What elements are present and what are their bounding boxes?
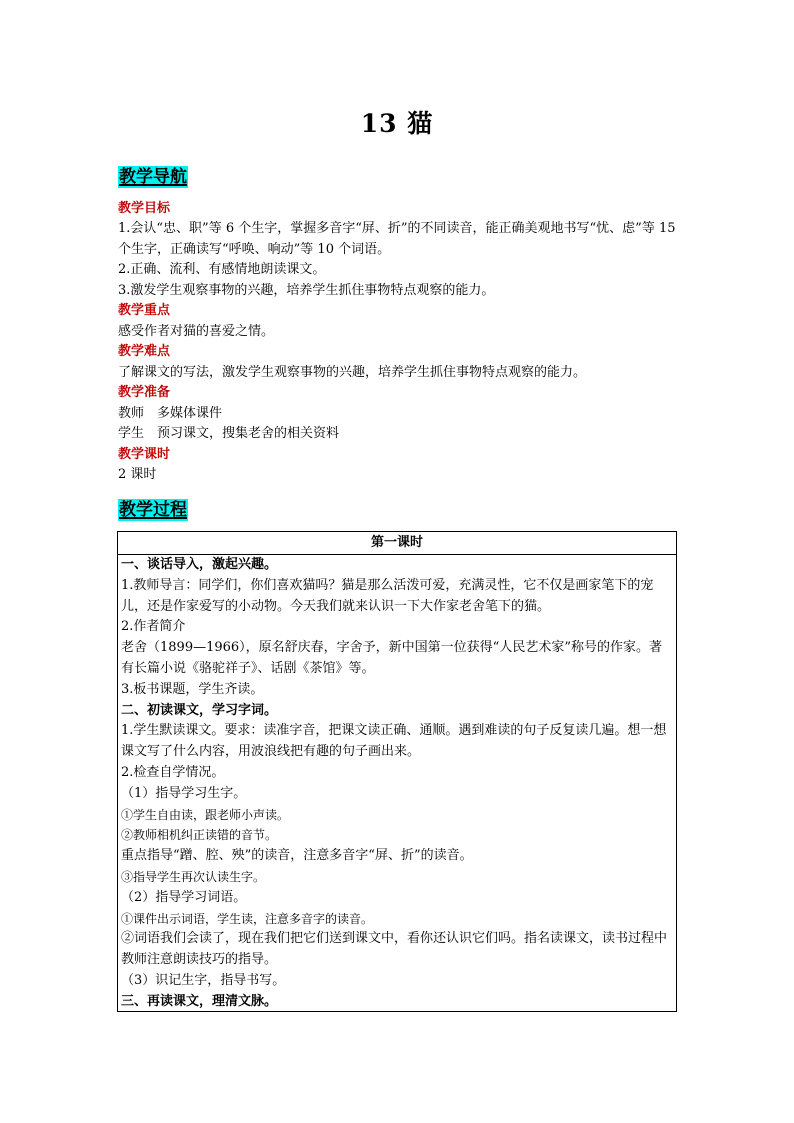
lesson-line: （2）指导学习词语。 [121, 889, 247, 905]
lesson-line: 2.检查自学情况。 [121, 764, 225, 780]
hours-label: 教学课时 [118, 446, 171, 462]
lesson-line: 老舍（1899—1966），原名舒庆春，字舍予，新中国第一位获得“人民艺术家”称号的作家。著有长篇小说《骆驼祥子》、话剧《茶馆》等。 [121, 640, 662, 676]
goal-3: 3.激发学生观察事物的兴趣，培养学生抓住事物特点观察的能力。 [118, 282, 495, 298]
process-heading-wrap [118, 499, 678, 523]
lesson-table [117, 531, 677, 1012]
page-title: 13 猫 [360, 109, 434, 138]
lesson-line: 二、初读课文，学习字词。 [121, 702, 278, 718]
lesson-line: 2.作者简介 [121, 619, 186, 635]
lesson-line: 一、谈话导入，激起兴趣。 [121, 557, 278, 572]
prep-student: 学生 预习课文，搜集老舍的相关资料 [118, 426, 340, 441]
lesson-line: ③指导学生再次认读生字。 [121, 869, 266, 884]
difficulty-label: 教学难点 [118, 344, 171, 359]
key-text: 感受作者对猫的喜爱之情。 [118, 323, 275, 339]
nav-heading: 教学导航 [119, 167, 187, 187]
lesson-line: ①课件出示词语，学生读，注意多音字的读音。 [121, 911, 374, 926]
difficulty-text: 了解课文的写法，激发学生观察事物的兴趣，培养学生抓住事物特点观察的能力。 [118, 364, 587, 380]
prep-label: 教学准备 [118, 385, 171, 400]
process-heading: 教学过程 [119, 500, 187, 520]
teaching-navigation-section [118, 166, 678, 486]
lesson-line: ②教师相机纠正读错的音节。 [121, 828, 278, 843]
lesson-line: 三、再读课文，理清文脉。 [121, 993, 278, 1009]
goal-2: 2.正确、流利、有感情地朗读课文。 [118, 262, 326, 277]
lesson-line: ②词语我们会读了，现在我们把它们送到课文中，看你还认识它们吗。指名读课文，读书过程中教师注意朗读技巧的指导。 [121, 931, 668, 968]
lesson-line: 1.教师导言：同学们，你们喜欢猫吗？猫是那么活泼可爱，充满灵性，它不仅是画家笔下的宠儿，还是作家爱写的小动物。今天我们就来认识一下大作家老舍笔下的猫。 [121, 577, 654, 614]
lesson-line: 1.学生默读课文。要求：读准字音，把课文读正确、通顺。遇到难读的句子反复读几遍。想一想课文写了什么内容，用波浪线把有趣的句子画出来。 [121, 723, 667, 760]
lesson-content [118, 555, 676, 1013]
lesson-title: 第一课时 [118, 532, 676, 555]
lesson-line: 重点指导“蹭、腔、殃”的读音，注意多音字“屏、折”的读音。 [121, 848, 473, 864]
goals-label: 教学目标 [118, 200, 171, 216]
lesson-line: （1）指导学习生字。 [121, 785, 247, 801]
lesson-line: ①学生自由读，跟老师小声读。 [121, 807, 290, 822]
lesson-line: （3）识记生字，指导书写。 [121, 972, 286, 988]
lesson-line: 3.板书课题，学生齐读。 [121, 681, 264, 697]
key-label: 教学重点 [118, 303, 171, 318]
prep-teacher: 教师 多媒体课件 [118, 405, 223, 421]
goal-1: 1.会认“忠、职”等 6 个生字，掌握多音字“屏、折”的不同读音，能正确美观地书写“忧、虑”等 15 个生字，正确读写“呼唤、响动”等 10 个词语。 [118, 221, 676, 257]
hours-text: 2 课时 [118, 467, 157, 482]
